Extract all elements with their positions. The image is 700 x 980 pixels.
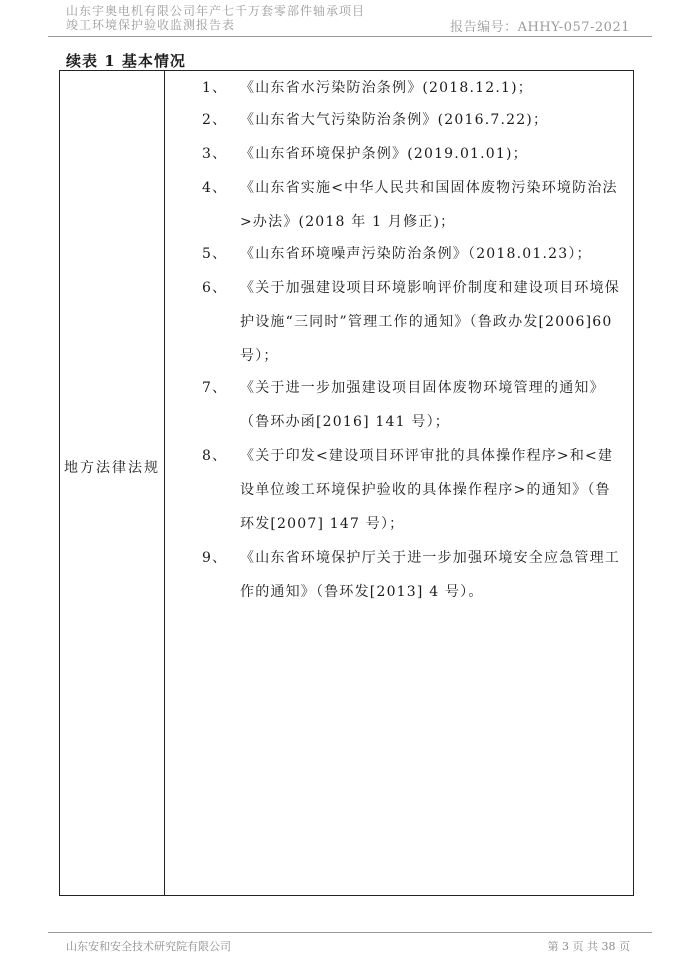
item-text: 《山东省环境保护厅关于进一步加强环境安全应急管理工作的通知》（鲁环发[2013] 4 号）。 (240, 550, 620, 600)
footer-organization: 山东安和安全技术研究院有限公司 (66, 940, 231, 953)
list-item (202, 541, 625, 609)
table-frame (59, 70, 634, 896)
table-title: 续表 1 基本情况 (66, 52, 186, 70)
item-number: 4、 (202, 180, 228, 196)
item-number: 8、 (202, 448, 228, 464)
item-number: 6、 (202, 280, 228, 296)
list-item (202, 171, 625, 239)
header-project-line2: 竣工环境保护验收监测报告表 (66, 18, 236, 32)
item-text: 《关于印发<建设项目环评审批的具体操作程序>和<建设单位竣工环境保护验收的具体操作程序>的通知》（鲁环发[2007] 147 号）； (240, 448, 614, 532)
list-item (202, 71, 625, 105)
list-item (202, 103, 625, 137)
item-number: 3、 (202, 146, 228, 162)
list-item (202, 371, 625, 439)
item-text: 《山东省实施<中华人民共和国固体废物污染环境防治法>办法》(2018 年 1 月修正)； (240, 180, 618, 230)
item-text: 《山东省大气污染防治条例》(2016.7.22)； (240, 112, 549, 128)
item-number: 1、 (202, 80, 228, 96)
item-text: 《关于进一步加强建设项目固体废物环境管理的通知》（鲁环办函[2016] 141 号）； (240, 380, 605, 430)
list-item (202, 439, 625, 541)
footer-rule (48, 932, 652, 933)
header-report-number: 报告编号：AHHY-057-2021 (450, 20, 630, 35)
header-project-line1: 山东宇奥电机有限公司年产七千万套零部件轴承项目 (66, 4, 366, 18)
footer-page-number: 第 3 页 共 38 页 (547, 940, 630, 953)
item-text: 《山东省环境噪声污染防治条例》（2018.01.23）； (240, 246, 592, 262)
item-number: 2、 (202, 112, 228, 128)
list-item (202, 137, 625, 171)
item-number: 5、 (202, 246, 228, 262)
column-divider (164, 71, 165, 895)
item-text: 《山东省水污染防治条例》(2018.12.1)； (240, 80, 533, 96)
item-number: 9、 (202, 550, 228, 566)
row-label: 地方法律法规 (64, 460, 160, 476)
list-item (202, 271, 625, 373)
item-text: 《山东省环境保护条例》(2019.01.01)； (240, 146, 528, 162)
header-rule (48, 36, 652, 37)
item-number: 7、 (202, 380, 228, 396)
list-item (202, 237, 625, 271)
item-text: 《关于加强建设项目环境影响评价制度和建设项目环境保护设施“三同时”管理工作的通知》（鲁政办发[2006]60 号）； (240, 280, 620, 364)
